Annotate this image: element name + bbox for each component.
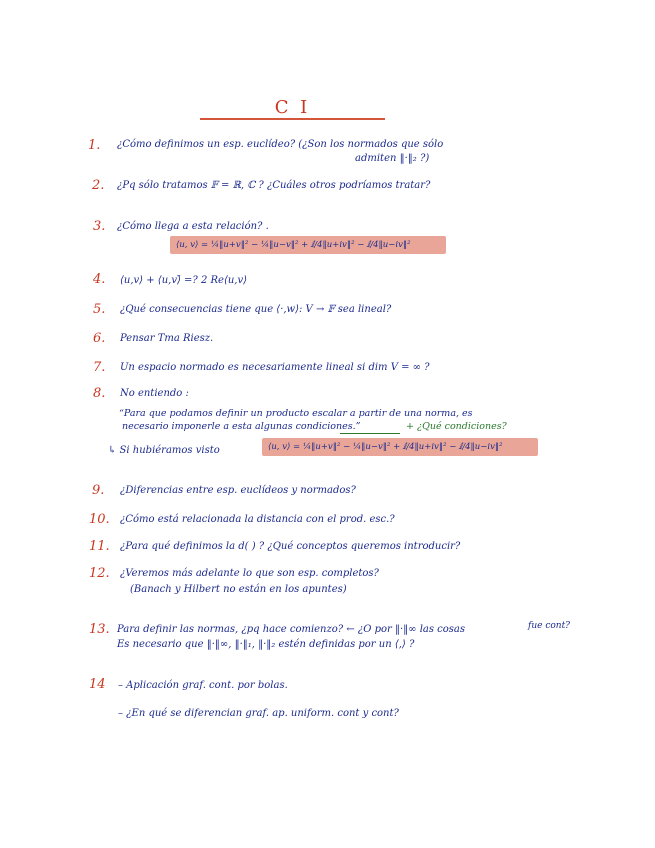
item-text: ¿Veremos más adelante lo que son esp. completos? xyxy=(120,568,379,579)
item-text: ¿Cómo llega a esta relación? . xyxy=(117,221,269,232)
item-number: 4. xyxy=(93,272,106,287)
item-text: No entiendo : xyxy=(120,388,189,399)
item-number: 11. xyxy=(89,539,110,554)
item-number: 14 xyxy=(89,677,106,692)
item-text: – ¿En qué se diferencian graf. ap. uniform. cont y cont? xyxy=(118,708,399,719)
item-number: 6. xyxy=(93,331,106,346)
item-number: 8. xyxy=(93,386,106,401)
item-text: (Banach y Hilbert no están en los apuntes) xyxy=(130,584,347,595)
item-text: ¿Diferencias entre esp. euclídeos y normados? xyxy=(120,485,356,496)
item-number: 5. xyxy=(93,302,106,317)
item-text: admiten ‖·‖₂ ?) xyxy=(355,153,430,164)
title-underline xyxy=(200,118,385,120)
item-text: Pensar Tma Riesz. xyxy=(120,333,214,344)
page-title: C I xyxy=(274,97,311,118)
highlighted-formula: ⟨u, v⟩ = ¼‖u+v‖² − ¼‖u−v‖² + ⅈ/4‖u+iv‖² − ⅈ/4‖u−iv‖² xyxy=(262,438,538,456)
quote-text: “Para que podamos definir un producto escalar a partir de una norma, es xyxy=(119,408,473,419)
highlighted-formula: ⟨u, v⟩ = ¼‖u+v‖² − ¼‖u−v‖² + ⅈ/4‖u+iv‖² − ⅈ/4‖u−iv‖² xyxy=(170,236,446,254)
item-number: 3. xyxy=(93,219,106,234)
green-underline xyxy=(340,433,400,434)
item-text: ¿Cómo está relacionada la distancia con el prod. esc.? xyxy=(120,514,395,525)
item-text: Un espacio normado es necesariamente lineal si dim V = ∞ ? xyxy=(120,362,430,373)
item-text: ¿Para qué definimos la d( ) ? ¿Qué conceptos queremos introducir? xyxy=(120,541,461,552)
item-text: – Aplicación graf. cont. por bolas. xyxy=(118,680,288,691)
item-text: ¿Qué consecuencias tiene que ⟨·,w⟩: V → 𝔽 sea lineal? xyxy=(120,304,392,315)
item-number: 1. xyxy=(88,138,101,153)
item-text: Para definir las normas, ¿pq hace comienzo? ← ¿O por ‖·‖∞ las cosas xyxy=(117,624,466,635)
item-number: 2. xyxy=(92,178,105,193)
quote-text: necesario imponerle a esta algunas condiciones.” xyxy=(122,421,361,432)
item-text: Es necesario que ‖·‖∞, ‖·‖₁, ‖·‖₂ estén definidas por un ⟨,⟩ ? xyxy=(117,639,415,650)
item-number: 13. xyxy=(89,622,110,637)
item-number: 9. xyxy=(92,483,105,498)
green-annotation: + ¿Qué condiciones? xyxy=(406,421,507,432)
side-note: fue cont? xyxy=(528,621,571,631)
item-number: 12. xyxy=(89,566,110,581)
item-number: 10. xyxy=(89,512,110,527)
item-text: ¿Pq sólo tratamos 𝔽 = ℝ, ℂ ? ¿Cuáles otros podríamos tratar? xyxy=(117,180,431,191)
item-text: ↳ Si hubiéramos visto xyxy=(108,445,220,456)
item-text: ⟨u,v⟩ + ⟨u,v⟩̄ =? 2 Re⟨u,v⟩ xyxy=(120,275,248,286)
item-number: 7. xyxy=(93,360,106,375)
item-text: ¿Cómo definimos un esp. euclídeo? (¿Son los normados que sólo xyxy=(117,139,444,150)
